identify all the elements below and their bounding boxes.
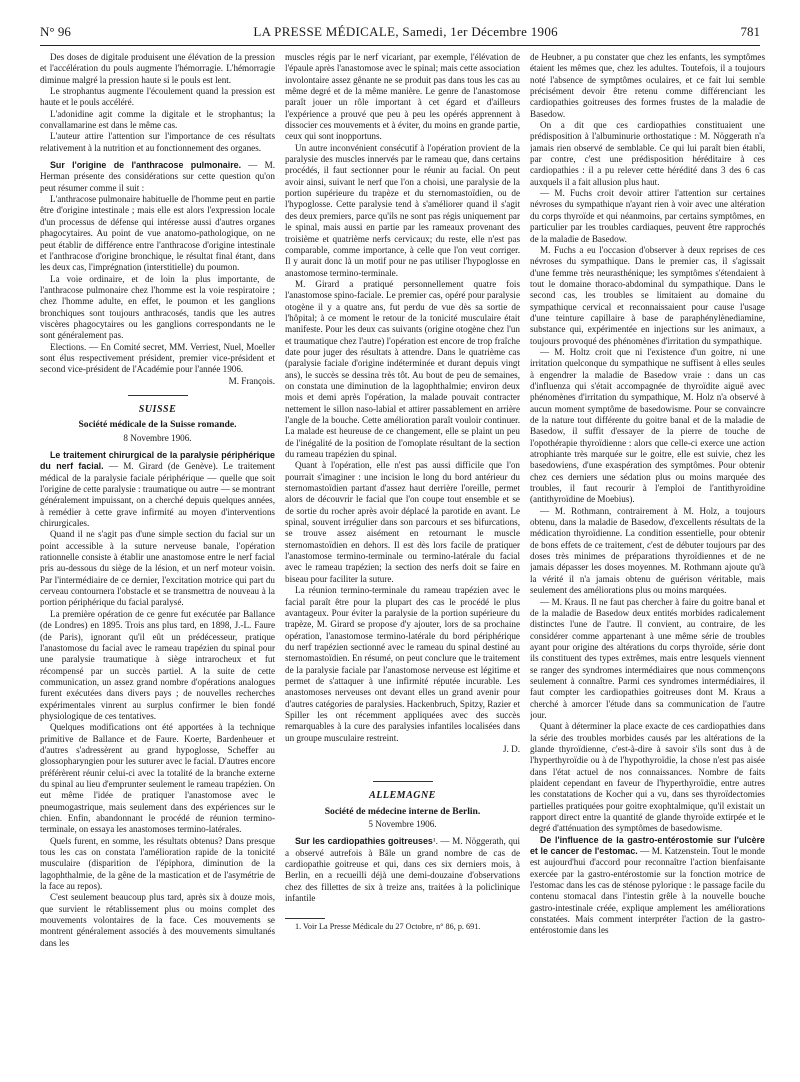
society-title: Société médicale de la Suisse romande. [78,419,237,431]
paragraph: L'adonidine agit comme la digitale et le strophantus; la convallamarine est dans le même cas. [40,108,275,131]
paragraph-text: — M. Katzenstein. Tout le monde est aujourd'hui d'accord pour reconnaître l'action bienfaisante exercée par la gastro-entérostomie sur la fonction motrice de l'estomac dans les cas de sténose pylorique : le passage facile du contenu stomacal dans l'intestin grêle à la nouvelle bouche gastro-intestinale créée, explique amplement les améliorations constatées. Mais comment interpréter l'action de la gastro-entérostomie dans les [530,846,765,936]
paragraph: Quand il ne s'agit pas d'une simple section du facial sur un point accessible à la suture nerveuse banale, l'opération rationnelle consiste à établir une anastomose entre le nerf facial pris au-dessous du siège de la lésion, et un nerf moteur voisin. Par l'intermédiaire de ce dernier, l'excitation motrice qui part du cerveau contournera l'obstacle et se transmettra de nouveau à la portion périphérique du facial paralysé. [40,529,275,608]
page-number: 781 [740,24,760,39]
column-1 [40,52,275,1070]
paragraph: M. Fuchs a eu l'occasion d'observer à deux reprises de ces névroses du sympathique. Dans le premier cas, il s'agissait d'une femme très neurasthénique; les symptômes s'étendaient à tout le domaine thoraco-abdominal du sympathique. Dans le second cas, les troubles se limitaient au domaine du sympathique cervical et reconnaissaient pour cause l'usage d'une teinture capillaire à base de paraphénylènediamine, substance qui, expérimentée en injections sur les animaux, a toujours provoqué des phénomènes d'irritation du sympathique. [530,244,765,346]
paragraph-text: ¹. — M. Nöggerath, qui a observé autrefois à Bâle un grand nombre de cas de cardiopathie goitreuse et qui, dans ces six derniers mois, à Berlin, en a recueilli déjà une demi-douzaine d'observations chez des fillettes de six à treize ans, traitées à la policlinique infantile [285,836,520,904]
paragraph [530,835,765,937]
paragraph: L'auteur attire l'attention sur l'importance de ces résultats relativement à la nutrition et au fonctionnement des organes. [40,131,275,153]
article-heading: Sur les cardiopathies goitreuses [295,836,433,847]
paragraph: — M. Holtz croit que ni l'existence d'un goitre, ni une irritation quelconque du sympathique ne suffisent à elles seules à engendrer la maladie de Basedow vraie : dans un cas d'influenza qui s'était accompagnée de thyroïdite aiguë avec phénomènes d'irritation du sympathique, M. Holz n'a observé à aucun moment symptôme de basedowisme. Pour se convaincre de la nature tout différente du goitre banal et de la maladie de Basedow, il suffit d'essayer de la pierre de touche de l'opothérapie thyroïdienne : alors que celle-ci exerce une action atrophiante très marquée sur le goitre, elle est suivie, chez les basedowiens, d'une exaspération des symptômes. Pour obtenir chez ces derniers une sédation plus ou moins marquée des troubles, il faut recourir à l'emploi de l'antithyroïdine (antithyroïdine de Moebius). [530,346,765,505]
paragraph: Quels furent, en somme, les résultats obtenus? Dans presque tous les cas on constata l'amélioration rapide de la tonicité musculaire (disparition de l'épiphora, diminution de la lagophthalmie, de la gêne de la mastication et de l'asymétrie de la face au repos). [40,835,275,892]
society-title: Société de médecine interne de Berlin. [324,805,481,817]
paragraph: Elections. — En Comité secret, MM. Verriest, Nuel, Moeller sont élus respectivement président, premier vice-président et second vice-président de l'Académie pour l'année 1906. [40,341,275,375]
session-date: 8 Novembre 1906. [123,432,192,443]
section-divider [373,781,433,782]
paragraph-text: — M. Herman présente des considérations sur cette question qu'on peut résumer comme il suit : [40,160,275,193]
paragraph: — M. Fuchs croit devoir attirer l'attention sur certaines névroses du sympathique n'ayant rien à voir avec une altération du corps thyroïde et qui néanmoins, par certains symptômes, en particulier par les troubles cardiaques, peuvent être rapprochés de la maladie de Basedow. [530,188,765,244]
paragraph: Quant à déterminer la place exacte de ces cardiopathies dans la série des troubles morbides causés par les altérations de la glande thyroïdienne, c'est-à-dire à savoir s'ils sont dus à de l'hyperthyroïdie ou à de l'hypothyroïdie, la chose n'est pas aisée dans l'état actuel de nos connaissances. Nombre de faits plaident cependant en faveur de l'hyperthyroïdie, entre autres les constatations de Kocher qui a vu, dans ses thyroïdectomies partielles pratiquées pour goitre exophtalmique, qu'il existait un rapport direct entre la quantité de glande thyroïde extirpée et le degré d'atténuation des symptômes de basedowisme. [530,721,765,834]
paragraph: muscles régis par le nerf vicariant, par exemple, l'élévation de l'épaule après l'anastomose avec le spinal; mais cette association involontaire assez gênante ne se produit pas dans tous les cas au même degré et de la même manière. Le genre de l'anastomose paraît jouer un rôle important à cet égard et d'ailleurs l'expérience a prouvé que peu à peu les opérés apprennent à dissocier ces mouvements et à éviter, du moins en grande partie, ceux qui sont inopportuns. [285,52,520,142]
paragraph [40,450,275,529]
paragraph: La réunion termino-terminale du rameau trapézien avec le facial paraît être pour la plupart des cas le procédé le plus avantageux. Pour éviter la paralysie de la portion supérieure du trapèze, M. Girard se propose d'y ajouter, lors de sa prochaine opération, l'anastomose termino-latérale du bord périphérique du nerf trapézien sectionné avec le rameau du spinal destiné au sternomastoïdien. En résumé, on peut conclure que le traitement de la paralysie faciale par l'anastomose nerveuse est légitime et permet de s'attaquer à une infirmité réputée incurable. Les anastomoses nerveuses ont devant elles un grand avenir pour d'autres catégories de paralysies. Hackenbruch, Spitzy, Razier et Spiller les ont récemment appliquées avec des succès remarquables à la cure des paralysies infantiles localisées dans un groupe musculaire restreint. [285,585,520,743]
signature: J. D. [503,743,520,754]
column-2 [285,52,520,1070]
section-title: ALLEMAGNE [369,790,436,802]
section-title: SUISSE [138,403,177,415]
paragraph: La première opération de ce genre fut exécutée par Ballance (de Londres) en 1895. Trois ans plus tard, en 1898, J.-L. Faure (de Paris), ignorant qu'il eût un prédécesseur, pratique l'anastomose du facial avec le rameau trapézien du spinal pour une paralysie traumatique à siège intrarocheux et fut récompensé par un succès partiel. A la suite de cette communication, un assez grand nombre d'opérations analogues furent exécutées dans divers pays ; de nouvelles recherches expérimentales vinrent au surplus confirmer le bien fondé physiologique de ces tentatives. [40,608,275,721]
article-heading: Le traitement chirurgical de la paralysie périphérique du nerf facial. [40,450,275,472]
article-heading: De l'influence de la gastro-entérostomie sur l'ulcère et le cancer de l'estomac. [530,834,765,857]
column-3 [530,52,765,1070]
paragraph: Des doses de digitale produisent une élévation de la pression et l'accélération du pouls augmente l'hémorragie. L'hémorragie diminue malgré la pression haute si le pouls est lent. [40,52,275,85]
paragraph: Le strophantus augmente l'écoulement quand la pression est haute et le pouls accéléré. [40,86,275,108]
session-date: 5 Novembre 1906. [368,819,437,829]
article-heading: Sur l'origine de l'anthracose pulmonaire. [50,160,242,171]
issue-number: N° 96 [40,24,71,39]
paragraph: de Heubner, a pu constater que chez les enfants, les symptômes étaient les mêmes que, chez les adultes. Toutefois, il a toujours noté l'absence de symptômes oculaires, et ce fait lui semble précisément devoir être retenu comme différenciant les cardiopathies goitreuses des formes frustes de la maladie de Basedow. [530,52,765,119]
paragraph: Quant à l'opération, elle n'est pas aussi difficile que l'on pourrait s'imaginer : une incision le long du bord antérieur du sternomastoïdien partant d'assez haut derrière l'oreille, permet alors de découvrir le facial que l'on coupe tout ensemble et se de sortie du rocher après avoir déplacé la parotide en avant. Le spinal, souvent irrégulier dans son parcours et ses bifurcations, se trouve assez aisément en retournant le muscle sternomastoïdien en dehors. Il est dès lors facile de pratiquer l'anastomose termino-terminale ou termino-latérale du facial avec le rameau trapézien; la section des nerfs doit se faire en biseau pour faciliter la suture. [285,460,520,584]
paragraph: — M. Rothmann, contrairement à M. Holz, a toujours obtenu, dans la maladie de Basedow, d'excellents résultats de la médication thyroïdienne. La condition essentielle, pour obtenir de bons effets de ce traitement, c'est de débuter toujours par des doses très minimes de préparations thyroïdiennes et de ne jamais dépasser les doses moyennes. M. Rothmann ajoute qu'à la vérité il n'a jamais obtenu de guérison véritable, mais seulement des améliorations plus ou moins marquées. [530,505,765,596]
paragraph: Quelques modifications ont été apportées à la technique primitive de Ballance et de Faure. Koerte, Bardenheuer et d'autres s'adressèrent au grand hypoglosse, Scheffer au glossopharyngien pour les suturer avec le facial. D'autres encore préférèrent réunir celui-ci avec la totalité de la branche externe du spinal au lieu d'emprunter seulement le rameau trapézien. On eut même l'idée de pratiquer l'anastomose avec le pneumogastrique, mais seulement dans des expériences sur le chien. Enfin, abandonnant le procédé de réunion termino-terminale, on essaya les anastomoses termino-latérales. [40,722,275,835]
page-header [40,24,760,46]
footnote: 1. Voir La Presse Médicale du 27 Octobre, n° 86, p. 691. [295,922,481,932]
paragraph-text: — M. Girard (de Genève). Le traitement médical de la paralysie faciale périphérique — quelle que soit l'origine de cette paralysie : traumatique ou autre — se montrant généralement impuissant, on a cherché depuis quelques années, à remédier à cette grave infirmité au moyen d'interventions chirurgicales. [40,461,275,529]
section-divider [128,395,188,396]
footnote-divider [285,918,325,919]
paragraph [40,160,275,194]
paragraph: C'est seulement beaucoup plus tard, après six à douze mois, que survient le rétablissement plus ou moins complet des mouvements volontaires de la face. Ces mouvements se montrent généralement associés à des mouvements simultanés dans les [40,892,275,948]
paragraph [285,836,520,904]
paragraph: M. Girard a pratiqué personnellement quatre fois l'anastomose spino-faciale. Le premier cas, opéré pour paralysie otogène il y a quatre ans, fut perdu de vue dès sa sortie de l'hôpital; à ce moment le retour de la tonicité musculaire était manifeste. Pour les deux cas suivants (origine otogène chez l'un et traumatique chez l'autre) l'opération est encore de trop fraîche date pour juger des résultats à attendre. Dans le quatrième cas (paralysie faciale d'origine indéterminée et durant depuis vingt ans), le succès se dessina très tôt. Au bout de peu de semaines, on constata une diminution de la lagophthalmie; environ deux mois et demi après l'opération, la malade pouvait contracter nettement le sillon naso-labial et attirer passablement en arrière l'angle de la bouche. Cette amélioration paraît vouloir continuer. La malade est heureuse de ce changement, elle se plaint un peu de l'inégalité de la position de l'omoplate résultant de la section du rameau trapézien du spinal. [285,278,520,460]
paragraph: La voie ordinaire, et de loin la plus importante, de l'anthracose pulmonaire chez l'homme est la voie respiratoire ; chez l'homme adulte, en effet, le poumon et les ganglions bronchiques sont toujours anthracosés, tandis que les autres viscères phagocytaires ou les ganglions correspondants ne le sont généralement pas. [40,273,275,341]
paragraph: Un autre inconvénient consécutif à l'opération provient de la paralysie des muscles innervés par le rameau que, dans certains procédés, il faut sectionner pour le réunir au facial. On peut avoir ainsi, suivant le nerf que l'on a choisi, une paralysie de la portion supérieure du trapèze et du sternomastoïdien, ou de l'hypoglosse. Cette paralysie tend à s'améliorer quand il s'agit des deux premiers, parce qu'ils ne sont pas régis uniquement par le spinal, mais aussi en partie par les rameaux provenant des troisième et quatrième nerfs cervicaux; du reste, elle n'est pas comparable, comme importance, à celle que l'on veut corriger. Il y aurait donc là un motif pour ne pas utiliser l'hypoglosse en anastomose termino-terminale. [285,142,520,278]
paragraph: — M. Kraus. Il ne faut pas chercher à faire du goitre banal et de la maladie de Basedow deux entités morbides radicalement distinctes l'une de l'autre. Il convient, au contraire, de les considérer comme appartenant à une même série de troubles ayant pour origine des altérations du corps thyroïde, série dont ils constituent des types extrêmes, mais entre lesquels viennent se ranger des syndromes intermédiaires que nous commençons seulement à connaître. Parmi ces syndromes intermédiaires, il faut compter les cardiopathies goitreuses dont M. Kraus a cherché à amorcer l'étude dans sa communication de l'autre jour. [530,596,765,720]
paragraph: L'anthracose pulmonaire habituelle de l'homme peut en partie être d'origine intestinale ; mais elle est alors l'expression locale d'un processus de défense qui intéresse aussi d'autres organes phagocytaires. Au point de vue anatomo-pathologique, on ne peut établir de différence entre l'anthracose d'origine intestinale et l'anthracose d'origine bronchique, le résultat final étant, dans les deux cas, l'imprégnation (interstitielle) du poumon. [40,194,275,273]
journal-title: LA PRESSE MÉDICALE, Samedi, 1er Décembre 1906 [253,24,558,39]
signature: M. François. [228,375,275,386]
article-columns [40,52,766,1070]
paragraph: On a dit que ces cardiopathies constituaient une prédisposition à l'albuminurie orthostatique : M. Nöggerath n'a jamais rien observé de semblable. Ce qui lui paraît bien établi, par contre, c'est une prédisposition héréditaire à ces cardiopathies : il a pu relever cette hérédité dans 3 des 6 cas auxquels il a fait allusion plus haut. [530,120,765,187]
